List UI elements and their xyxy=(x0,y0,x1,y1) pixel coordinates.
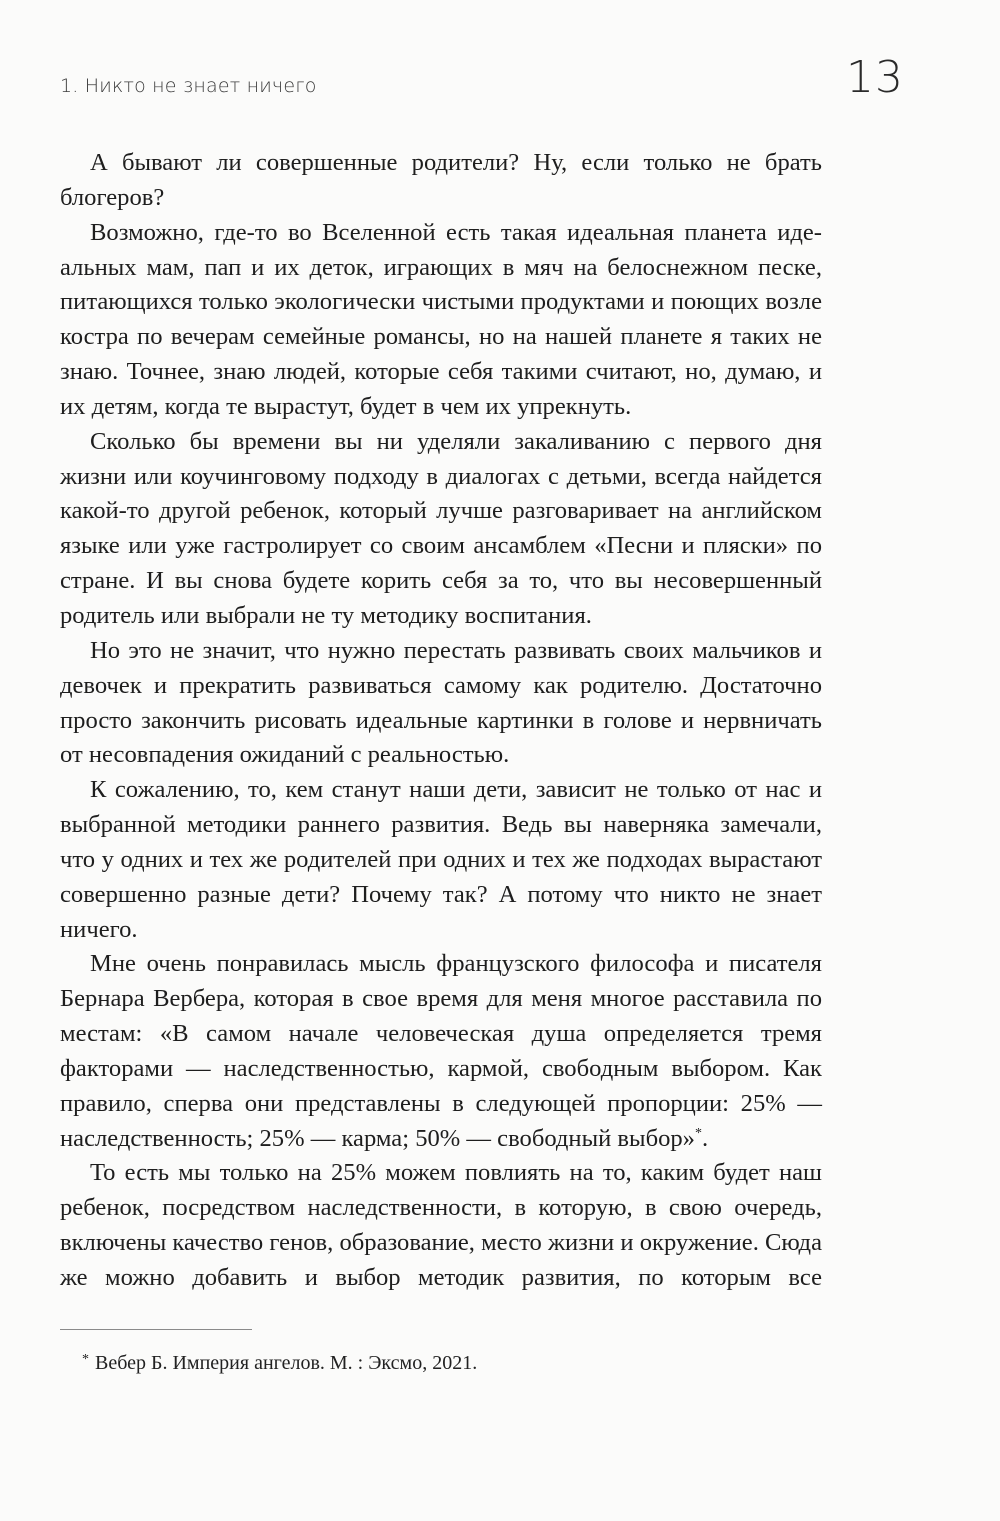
paragraph-7: То есть мы только на 25% можем повлиять на то, каким будет наш ребенок, посредством наследственности, в которую, в свою очередь, включены качество генов, образование, место жизни и окружение. Сюда же можно добавить и выбор методик развития, по которым все xyxy=(60,1159,822,1291)
footnote xyxy=(82,1347,477,1376)
paragraph-1: А бывают ли совершенные родители? Ну, если только не брать блогеров? xyxy=(60,149,822,211)
paragraph-6: Мне очень понравилась мысль французского философа и писателя Бернара Вербера, которая в свое время для меня многое расставила по местам: «В самом начале человеческая душа определяется тремя факторами — наследственностью, кармой, свободным выбором. Как правило, сперва они представлены в следующей пропорции: 25% — наследственность; 25% — карма; 50% — свободный выбор»*. xyxy=(60,950,822,1152)
paragraph-4: Но это не значит, что нужно перестать развивать своих мальчиков и девочек и прекратить развиваться самому как родителю. Достаточно просто закончить рисовать идеальные картинки в голове и нервничать от несовпадения ожиданий с реальностью. xyxy=(60,636,822,769)
footnote-text: Вебер Б. Империя ангелов. М. : Эксмо, 2021. xyxy=(95,1352,478,1374)
paragraph-2: Возможно, где-то во Вселенной есть такая идеальная планета идеальных мам, пап и их деток, играющих в мяч на белоснежном песке, питающихся только экологически чистыми продуктами и поющих возле костра по вечерам семейные романсы, но на нашей планете я таких не знаю. Точнее, знаю людей, которые себя такими считают, но, думаю, и их детям, когда те вырастут, будет в чем их упрекнуть. xyxy=(60,218,822,420)
body-text xyxy=(60,146,822,1296)
footnote-mark: * xyxy=(82,1352,89,1367)
paragraph-3: Сколько бы времени вы ни уделяли закаливанию с первого дня жизни или коучинговому подходу в диалогах с детьми, всегда найдется какой-то другой ребенок, который лучше разговаривает на английском языке или уже гастролирует со своим ансамблем «Песни и пляски» по стране. И вы снова будете корить себя за то, что вы несовершенный родитель или выбрали не ту методику воспитания. xyxy=(60,427,822,629)
footnote-separator xyxy=(60,1329,252,1330)
paragraph-5: К сожалению, то, кем станут наши дети, зависит не только от нас и выбранной методики раннего развития. Ведь вы наверняка замечали, что у одних и тех же родителей при одних и тех же подходах вырастают совершенно разные дети? Почему так? А потому что никто не знает ничего. xyxy=(60,776,822,943)
paragraph-6-text: Мне очень понравилась мысль французского философа и писателя Бернара Вербера, которая в свое время для меня многое расставила по местам: «В самом начале человеческая душа определяется тремя факторами — наследственностью, кармой, свободным выбором. Как правило, сперва они представлены в следующей пропорции: 25% — наследственность; 25% — карма; 50% — свободный выбор» xyxy=(60,950,822,1152)
footnote-reference: * xyxy=(694,1125,702,1141)
running-head-chapter-title: 1. Никто не знает ничего xyxy=(60,75,317,97)
page-number: 13 xyxy=(846,52,904,103)
